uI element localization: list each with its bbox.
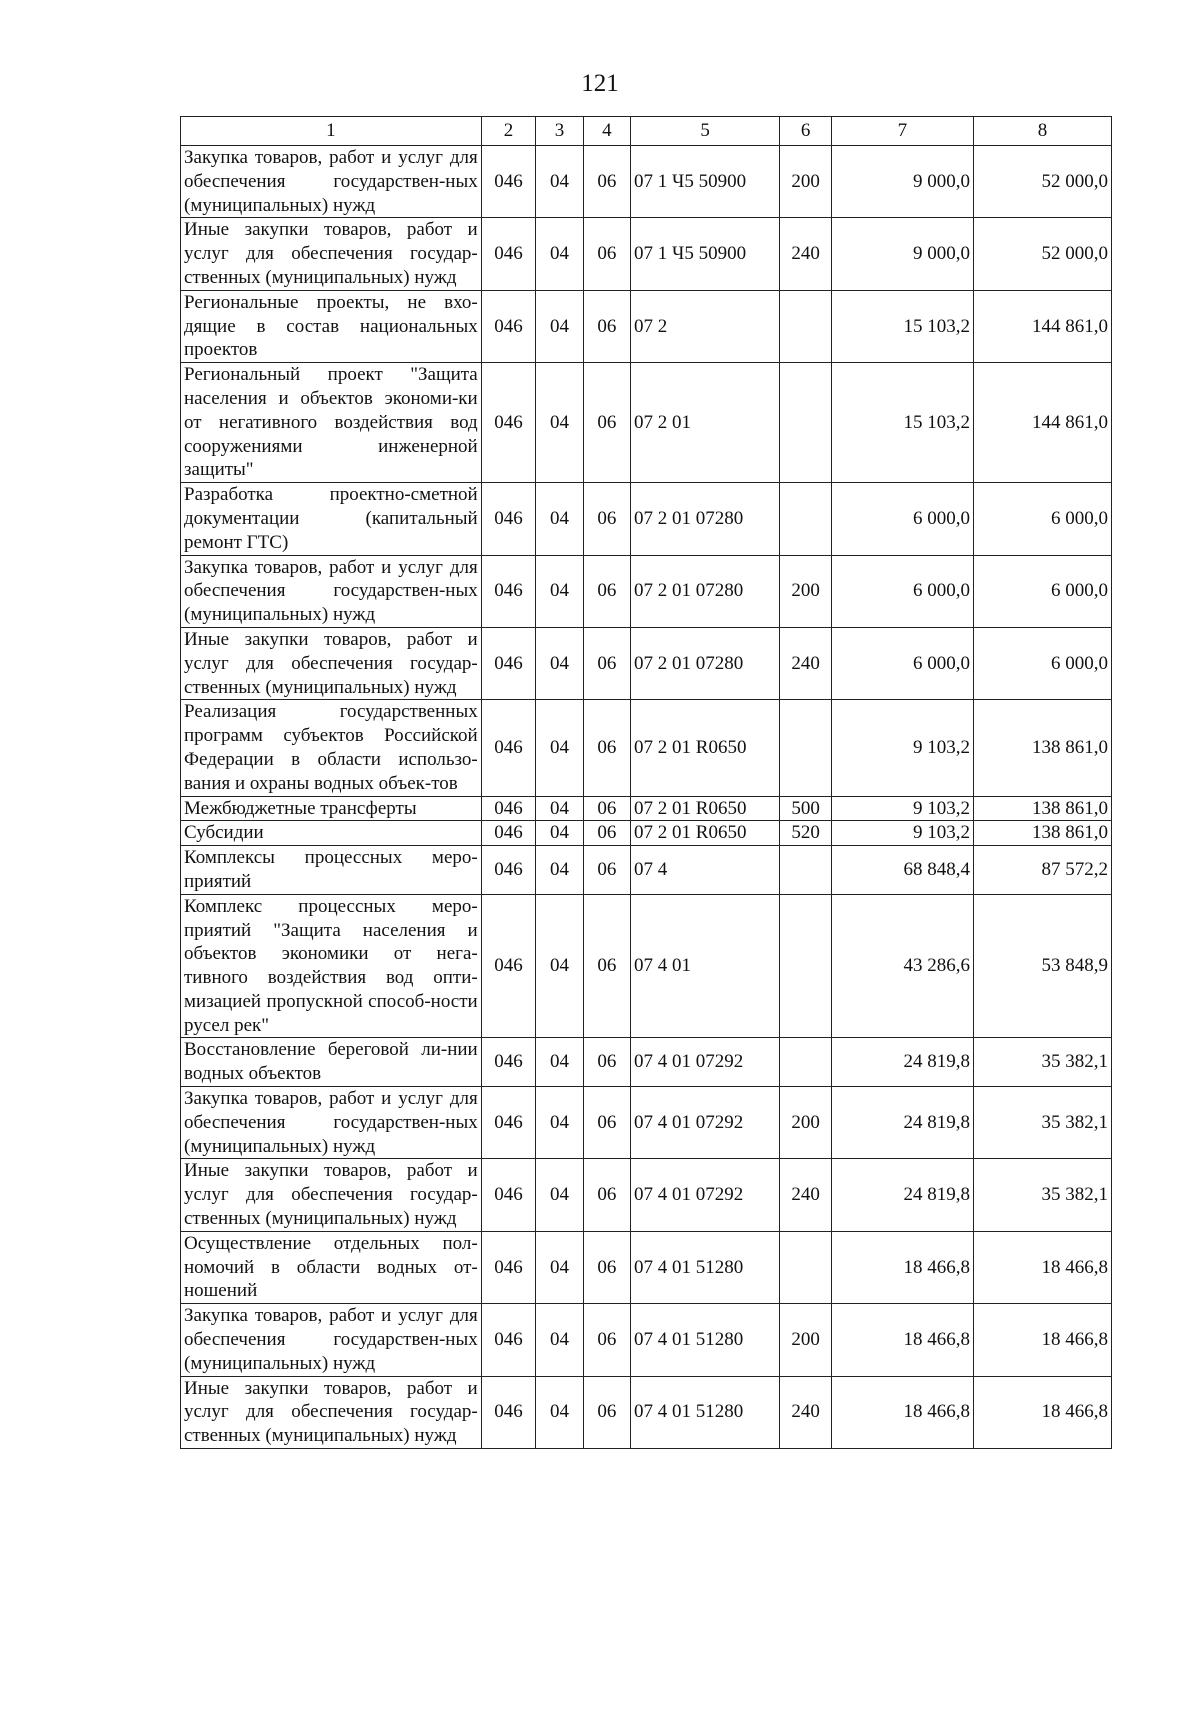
row-subsection-code-cell: 06 <box>583 146 630 218</box>
row-subsection-code-cell: 06 <box>583 796 630 821</box>
row-name-cell: Региональный проект "Защита населения и объектов экономи-ки от негативного воздействия вод сооружениями инженерной защиты" <box>181 363 482 483</box>
row-section-code-cell: 04 <box>536 555 583 627</box>
row-ministry-code-cell: 046 <box>481 1231 536 1303</box>
row-section-code-cell: 04 <box>536 483 583 555</box>
row-expense-type-cell <box>780 1038 831 1087</box>
row-target-article-cell: 07 4 01 <box>631 894 780 1038</box>
row-amount-2-cell: 52 000,0 <box>973 218 1111 290</box>
row-amount-2-cell: 138 861,0 <box>973 700 1111 796</box>
row-expense-type-cell <box>780 290 831 362</box>
row-name-cell: Закупка товаров, работ и услуг для обеспечения государствен-ных (муниципальных) нужд <box>181 146 482 218</box>
table-row <box>181 846 1112 895</box>
row-name-cell: Иные закупки товаров, работ и услуг для обеспечения государ-ственных (муниципальных) нужд <box>181 218 482 290</box>
row-subsection-code-cell: 06 <box>583 1087 630 1159</box>
row-name-cell: Разработка проектно-сметной документации (капитальный ремонт ГТС) <box>181 483 482 555</box>
row-name-cell: Комплексы процессных меро-приятий <box>181 846 482 895</box>
row-ministry-code-cell: 046 <box>481 1038 536 1087</box>
table-row <box>181 1231 1112 1303</box>
row-expense-type-cell: 240 <box>780 218 831 290</box>
row-target-article-cell: 07 4 01 51280 <box>631 1231 780 1303</box>
row-expense-type-cell: 500 <box>780 796 831 821</box>
row-ministry-code-cell: 046 <box>481 894 536 1038</box>
row-ministry-code-cell: 046 <box>481 700 536 796</box>
row-name-cell: Иные закупки товаров, работ и услуг для обеспечения государ-ственных (муниципальных) нужд <box>181 627 482 699</box>
row-ministry-code-cell: 046 <box>481 290 536 362</box>
row-subsection-code-cell: 06 <box>583 700 630 796</box>
table-row <box>181 894 1112 1038</box>
row-amount-1-cell: 15 103,2 <box>831 290 973 362</box>
row-amount-2-cell: 144 861,0 <box>973 290 1111 362</box>
row-amount-2-cell: 35 382,1 <box>973 1038 1111 1087</box>
row-expense-type-cell <box>780 700 831 796</box>
row-ministry-code-cell: 046 <box>481 1159 536 1231</box>
row-amount-1-cell: 18 466,8 <box>831 1231 973 1303</box>
column-header: 4 <box>583 117 630 146</box>
row-name-cell: Восстановление береговой ли-нии водных объектов <box>181 1038 482 1087</box>
row-amount-2-cell: 138 861,0 <box>973 796 1111 821</box>
row-section-code-cell: 04 <box>536 894 583 1038</box>
column-header: 8 <box>973 117 1111 146</box>
row-amount-2-cell: 35 382,1 <box>973 1159 1111 1231</box>
row-subsection-code-cell: 06 <box>583 1376 630 1448</box>
row-amount-2-cell: 18 466,8 <box>973 1376 1111 1448</box>
row-amount-2-cell: 53 848,9 <box>973 894 1111 1038</box>
column-header: 5 <box>631 117 780 146</box>
row-name-cell: Иные закупки товаров, работ и услуг для обеспечения государ-ственных (муниципальных) нужд <box>181 1159 482 1231</box>
row-amount-2-cell: 18 466,8 <box>973 1304 1111 1376</box>
table-row <box>181 1304 1112 1376</box>
row-amount-1-cell: 9 000,0 <box>831 218 973 290</box>
row-subsection-code-cell: 06 <box>583 846 630 895</box>
row-section-code-cell: 04 <box>536 218 583 290</box>
row-target-article-cell: 07 4 01 51280 <box>631 1376 780 1448</box>
row-section-code-cell: 04 <box>536 846 583 895</box>
table-row <box>181 1087 1112 1159</box>
page-number: 121 <box>581 70 619 97</box>
row-section-code-cell: 04 <box>536 1304 583 1376</box>
column-header: 6 <box>780 117 831 146</box>
row-name-cell: Закупка товаров, работ и услуг для обеспечения государствен-ных (муниципальных) нужд <box>181 1087 482 1159</box>
row-subsection-code-cell: 06 <box>583 627 630 699</box>
row-amount-1-cell: 18 466,8 <box>831 1304 973 1376</box>
row-subsection-code-cell: 06 <box>583 821 630 846</box>
table-row <box>181 821 1112 846</box>
row-expense-type-cell: 240 <box>780 1376 831 1448</box>
column-header: 1 <box>181 117 482 146</box>
row-section-code-cell: 04 <box>536 1159 583 1231</box>
row-section-code-cell: 04 <box>536 821 583 846</box>
row-target-article-cell: 07 4 01 07292 <box>631 1159 780 1231</box>
row-section-code-cell: 04 <box>536 146 583 218</box>
row-section-code-cell: 04 <box>536 1038 583 1087</box>
row-target-article-cell: 07 2 01 R0650 <box>631 796 780 821</box>
row-name-cell: Закупка товаров, работ и услуг для обеспечения государствен-ных (муниципальных) нужд <box>181 1304 482 1376</box>
row-subsection-code-cell: 06 <box>583 363 630 483</box>
row-amount-1-cell: 43 286,6 <box>831 894 973 1038</box>
row-name-cell: Иные закупки товаров, работ и услуг для обеспечения государ-ственных (муниципальных) нужд <box>181 1376 482 1448</box>
table-row <box>181 555 1112 627</box>
table-row <box>181 1376 1112 1448</box>
row-subsection-code-cell: 06 <box>583 290 630 362</box>
row-name-cell: Региональные проекты, не вхо-дящие в состав национальных проектов <box>181 290 482 362</box>
row-target-article-cell: 07 2 01 07280 <box>631 555 780 627</box>
table-row <box>181 700 1112 796</box>
row-expense-type-cell <box>780 1231 831 1303</box>
row-subsection-code-cell: 06 <box>583 483 630 555</box>
row-ministry-code-cell: 046 <box>481 846 536 895</box>
table-row <box>181 218 1112 290</box>
row-expense-type-cell: 200 <box>780 555 831 627</box>
row-name-cell: Осуществление отдельных пол-номочий в области водных от-ношений <box>181 1231 482 1303</box>
row-target-article-cell: 07 4 01 07292 <box>631 1038 780 1087</box>
row-target-article-cell: 07 2 <box>631 290 780 362</box>
row-ministry-code-cell: 046 <box>481 363 536 483</box>
row-name-cell: Межбюджетные трансферты <box>181 796 482 821</box>
row-amount-1-cell: 9 103,2 <box>831 821 973 846</box>
row-expense-type-cell <box>780 363 831 483</box>
row-subsection-code-cell: 06 <box>583 1231 630 1303</box>
row-subsection-code-cell: 06 <box>583 218 630 290</box>
row-expense-type-cell: 200 <box>780 146 831 218</box>
row-subsection-code-cell: 06 <box>583 894 630 1038</box>
row-target-article-cell: 07 2 01 <box>631 363 780 483</box>
row-amount-2-cell: 6 000,0 <box>973 483 1111 555</box>
row-name-cell: Комплекс процессных меро-приятий "Защита населения и объектов экономики от нега-тивного воздействия вод опти-мизацией пропускной способ-ности русел рек" <box>181 894 482 1038</box>
column-header: 7 <box>831 117 973 146</box>
row-target-article-cell: 07 2 01 07280 <box>631 483 780 555</box>
row-subsection-code-cell: 06 <box>583 1159 630 1231</box>
row-expense-type-cell: 200 <box>780 1304 831 1376</box>
row-amount-1-cell: 15 103,2 <box>831 363 973 483</box>
row-ministry-code-cell: 046 <box>481 218 536 290</box>
table-row <box>181 796 1112 821</box>
row-amount-1-cell: 6 000,0 <box>831 627 973 699</box>
row-section-code-cell: 04 <box>536 796 583 821</box>
row-amount-2-cell: 6 000,0 <box>973 555 1111 627</box>
row-amount-1-cell: 24 819,8 <box>831 1087 973 1159</box>
row-section-code-cell: 04 <box>536 1231 583 1303</box>
row-ministry-code-cell: 046 <box>481 146 536 218</box>
row-target-article-cell: 07 4 01 07292 <box>631 1087 780 1159</box>
row-amount-1-cell: 24 819,8 <box>831 1159 973 1231</box>
row-name-cell: Реализация государственных программ субъектов Российской Федерации в области использо-вания и охраны водных объек-тов <box>181 700 482 796</box>
row-amount-1-cell: 6 000,0 <box>831 483 973 555</box>
row-target-article-cell: 07 4 <box>631 846 780 895</box>
column-header: 2 <box>481 117 536 146</box>
table-row <box>181 483 1112 555</box>
row-amount-2-cell: 6 000,0 <box>973 627 1111 699</box>
row-target-article-cell: 07 1 Ч5 50900 <box>631 218 780 290</box>
row-section-code-cell: 04 <box>536 363 583 483</box>
row-subsection-code-cell: 06 <box>583 1304 630 1376</box>
row-amount-1-cell: 9 103,2 <box>831 700 973 796</box>
table-row <box>181 363 1112 483</box>
row-ministry-code-cell: 046 <box>481 796 536 821</box>
row-target-article-cell: 07 2 01 R0650 <box>631 821 780 846</box>
row-ministry-code-cell: 046 <box>481 483 536 555</box>
row-amount-1-cell: 24 819,8 <box>831 1038 973 1087</box>
row-amount-1-cell: 18 466,8 <box>831 1376 973 1448</box>
row-expense-type-cell: 240 <box>780 1159 831 1231</box>
row-ministry-code-cell: 046 <box>481 555 536 627</box>
table-row <box>181 146 1112 218</box>
row-section-code-cell: 04 <box>536 290 583 362</box>
row-amount-1-cell: 9 000,0 <box>831 146 973 218</box>
row-amount-1-cell: 68 848,4 <box>831 846 973 895</box>
table-row <box>181 290 1112 362</box>
row-amount-2-cell: 138 861,0 <box>973 821 1111 846</box>
row-ministry-code-cell: 046 <box>481 821 536 846</box>
row-expense-type-cell <box>780 894 831 1038</box>
row-amount-1-cell: 6 000,0 <box>831 555 973 627</box>
row-ministry-code-cell: 046 <box>481 627 536 699</box>
row-ministry-code-cell: 046 <box>481 1087 536 1159</box>
row-name-cell: Субсидии <box>181 821 482 846</box>
row-expense-type-cell <box>780 483 831 555</box>
row-expense-type-cell <box>780 846 831 895</box>
row-amount-2-cell: 144 861,0 <box>973 363 1111 483</box>
row-name-cell: Закупка товаров, работ и услуг для обеспечения государствен-ных (муниципальных) нужд <box>181 555 482 627</box>
row-target-article-cell: 07 1 Ч5 50900 <box>631 146 780 218</box>
row-expense-type-cell: 520 <box>780 821 831 846</box>
row-section-code-cell: 04 <box>536 1376 583 1448</box>
row-amount-2-cell: 18 466,8 <box>973 1231 1111 1303</box>
table-header-row <box>181 117 1112 146</box>
row-subsection-code-cell: 06 <box>583 555 630 627</box>
row-target-article-cell: 07 2 01 07280 <box>631 627 780 699</box>
row-amount-2-cell: 87 572,2 <box>973 846 1111 895</box>
table-row <box>181 1159 1112 1231</box>
row-expense-type-cell: 240 <box>780 627 831 699</box>
row-target-article-cell: 07 2 01 R0650 <box>631 700 780 796</box>
row-amount-2-cell: 52 000,0 <box>973 146 1111 218</box>
row-ministry-code-cell: 046 <box>481 1304 536 1376</box>
row-target-article-cell: 07 4 01 51280 <box>631 1304 780 1376</box>
row-section-code-cell: 04 <box>536 627 583 699</box>
row-amount-2-cell: 35 382,1 <box>973 1087 1111 1159</box>
row-expense-type-cell: 200 <box>780 1087 831 1159</box>
row-subsection-code-cell: 06 <box>583 1038 630 1087</box>
budget-table <box>180 116 1112 1449</box>
column-header: 3 <box>536 117 583 146</box>
row-section-code-cell: 04 <box>536 700 583 796</box>
table-row <box>181 627 1112 699</box>
row-ministry-code-cell: 046 <box>481 1376 536 1448</box>
table-row <box>181 1038 1112 1087</box>
row-section-code-cell: 04 <box>536 1087 583 1159</box>
row-amount-1-cell: 9 103,2 <box>831 796 973 821</box>
